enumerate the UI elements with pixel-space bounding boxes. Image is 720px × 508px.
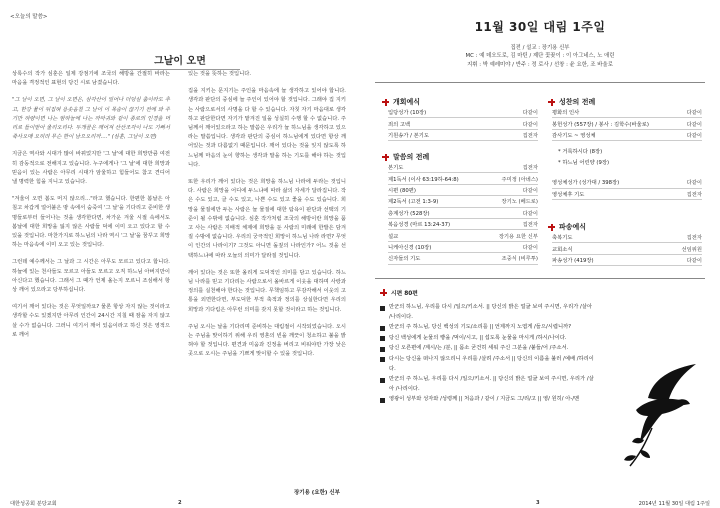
order-item: 제1독서 (이사 63:19하-64:8) 주미정 (아녜스): [388, 173, 538, 184]
essay-title: 그날이 오면: [120, 52, 240, 70]
opening-items: [388, 107, 538, 141]
cross-icon: [548, 224, 555, 231]
role-line: 집전 / 설교 : 장기용 신부: [510, 45, 570, 51]
essay-column-b: [188, 70, 346, 368]
page-number: 2: [178, 500, 182, 506]
divider: [375, 278, 705, 279]
order-item: 층계성가 (528장) 다같이: [388, 208, 538, 219]
psalm-verse: 영광이 성부와 성자와 /성령께 || 처음과 / 같이 / 지금도 그/리/고 || 영/ 원히/ 아-/멘: [380, 395, 595, 405]
paragraph: 그런데 예수께서는 그 날과 그 시간은 아무도 모르고 있다고 합니다. 하늘에 있는 천사들도 모르고 아들도 모르고 오직 하느님 아버지만이 아신다고 했습니다. 그래서 그 때가 언제 올는지 모르니 조심해서 항상 깨어 있으라고 당부하십니다.: [12, 259, 170, 294]
bullet-icon: [380, 306, 385, 311]
section-heading-opening: 개회예식: [382, 97, 420, 107]
column-label: <오늘의 말씀>: [10, 14, 48, 20]
section-heading-word: 말씀의 전례: [382, 152, 429, 162]
sub-item: * 하느님 어린양 (9장): [558, 159, 610, 166]
paragraph: 여기서 깨어 있다는 것은 무엇일까요? 물론 항상 자지 않는 것이라고 생각할 수도 있겠지만 아무리 인간이 24시간 지칠 때 잠을 자지 않고 살 수가 없습니다. 그러니 여기서 깨어 있음이라고 하신 것은 영적으로 깨어: [12, 304, 170, 338]
sub-item: * 거룩하시다 (8장): [558, 148, 603, 155]
order-item: 제2독서 (고전 1:3-9) 장기노 (베드로): [388, 196, 538, 207]
bullet-icon: [380, 347, 385, 352]
role-line: MC : 예 데오도로, 김 마틴 / 제단 꽃꽂이 : 이 아그네스, 노 애린: [465, 53, 615, 60]
order-item: 영성체후 기도 집전자: [552, 189, 702, 200]
eucharist-items: [552, 107, 702, 200]
order-item: 설교 장기용 요한 신부: [388, 230, 538, 241]
order-item: 감사기도 ~ 영성체 다같이: [552, 130, 702, 141]
section-heading-eucharist: 성찬의 전례: [548, 97, 595, 107]
order-item: 입당성가 (10장) 다같이: [388, 107, 538, 118]
dove-icon: [618, 358, 708, 478]
bullet-icon: [380, 357, 385, 362]
section-heading-dismissal: 파송예식: [548, 222, 586, 232]
order-item: 기원송가 / 본기도 집전자: [388, 130, 538, 141]
paragraph: 집을 지키는 문지기는 주인을 마음속에 늘 생각하고 있어야 합니다. 생각과 판단의 중심에 늘 주인이 있어야 할 것입니다. 그래야 집 지키는 사람으로서의 사명을 다 할 수 있습니다. 자칫 자기 마음대로 생각하고 판단한다면 자기가 맡겨진 일을 성실히 수행 할 수 없습니다. 주님께서 깨어있으라고 하는 말씀은 우리가 늘 하느님을 생각하고 있으라는 말씀입니다. 생각과 판단의 중심이 하느님에게 있다면 항상 깨어있는 것과 다름없기 때문입니다. 깨어 있다는 것을 잊지 않도록 하느님께 마음의 눈이 향하는 생각과 말을 하는 기도를 해야 하는 것입니다.: [188, 88, 346, 168]
paragraph: 주님 오시는 날을 기다리며 준비하는 대림절이 시작되었습니다. 오시는 주님을 맞이하기 위해 우리 영혼의 빈을 깨끗이 청소하고 불을 밝혀야 할 것입니다. 편견과 미움과 진정을 버리고 비워야만 가장 낮은 곳으로 오시는 주님을 기쁘게 맞이할 수 있을 것입니다.: [188, 323, 346, 358]
paragraph: "겨울이 오면 봄도 머지 않으리…"라고 했습니다. 한편한 봄날은 아침고 차갑게 얼어붙은 땅 속에서 숨죽여 '그 날'을 기다리고 준비한 생명들로부터 들어나는 것을 생각한다면, 차가운 겨울 시절 속에서도 봄날에 대한 희망을 잃지 않은 사람들 덕에 이미 오고 있다고 할 수 있을 것입니다. 마찬가지로 하느님의 나라 역시 '그 날'을 꿈꾸고 희망하는 마음속에 이미 오고 있는 것입니다.: [12, 196, 170, 249]
service-title: 11월 30일 대림 1주일: [474, 20, 606, 34]
order-item: 본기도 집전자: [388, 162, 538, 173]
psalm-section: [380, 288, 595, 406]
bullet-icon: [380, 398, 385, 403]
psalm-verse: 당신 백성에게 눈물의 빵을 /먹이/시고, || 섭도록 눈물을 마시게 /하시/나이다.: [380, 334, 595, 344]
divider: [375, 82, 705, 83]
order-item: 복음성경 (마르 13:24-37) 집전자: [388, 219, 538, 230]
paragraph: 깨어 있다는 것은 또한 올리게 도덕적인 의미를 담고 있습니다. 하느님 나라를 믿고 기다리는 사람으로서 올바르게 이웃을 대하며 사랑과 정의를 실천해야 한다는 것입니다. 무책임하고 무감각해서 이웃의 고통을 외면한다면, 부도덕한 부적 축적과 정의를 상실한다면 우리의 희망과 기다림은 아무런 의미를 갖지 못할 것이라고 하는 것입니다.: [188, 269, 346, 313]
order-item: 축복기도 집전자: [552, 232, 702, 243]
psalm-verse: 다시는 당신을 떠나지 않으리니 우리를 /살려 /주소서 || 당신의 이름을 불러 /예배 /하리이다.: [380, 355, 595, 374]
role-line: 지휘 : 박 예레미야 / 반주 : 정 로사 / 선창 : 윤 요한, 조 바울로: [467, 61, 613, 68]
psalm-verse: 당신 오른편에 /계시/는 /분, || 몸소 굳건히 세워 주신 그분을 /붙들/어 /주소서.: [380, 344, 595, 354]
cross-icon: [382, 99, 389, 106]
footer-date: 2014년 11월 30일 대림 1주일: [638, 501, 710, 507]
dismissal-items: [552, 232, 702, 266]
cross-icon: [548, 99, 555, 106]
footer-church-name: 대한성공회 분당교회: [10, 501, 57, 507]
order-item: 니케아신경 (10장) 다같이: [388, 242, 538, 253]
author-signature: 장기용 (요한) 신부: [293, 490, 340, 496]
order-item: 죄의 고백 다같이: [388, 118, 538, 129]
order-item: 봉헌성가 (557장) / 봉사 : 김학수(바울로) 다같이: [552, 118, 702, 129]
order-item: 영성체성가 (성가대 / 398장) 다같이: [552, 177, 702, 188]
essay-column-a: [12, 70, 170, 348]
poem-quote: "그 날이 오면, 그 날이 오면은, 삼각산이 일어나 더덩실 춤이라도 추고, 한강 물이 뒤집혀 용솟음칠 그 날이 이 목숨이 끊기기 전에 와 주기만 하량이면 나는 밤하늘에 나는 까마귀와 같이 종로의 인경을 머리로 들이받아 울리오리다. 두개골은 깨어져 산산조각이 나도 기뻐서 죽사오매 오히려 무슨 한이 남으오리까…." (심훈, 그날이 오면): [12, 97, 170, 141]
page-number: 3: [536, 500, 540, 506]
word-items: [388, 162, 538, 265]
paragraph: 있는 것을 뜻하는 것입니다.: [188, 71, 252, 77]
order-item: 시편 (80편) 다같이: [388, 185, 538, 196]
paragraph: 또한 우리가 깨어 있다는 것은 희망을 하느님 나라에 두라는 것입니다. 사람은 희망을 어디에 두느냐에 따라 삶의 자세가 달라집니다. 작은 수도 있고, 클 수도 있고, 나쁜 수도 있고 좋을 수도 있습니다. 희망을 물질에만 두는 사람은 늘 물질에 대한 탐욕이 판단과 선택의 기준이 될 수밖에 없습니다. 심훈 작가처럼 조국의 해방이란 희망을 품고 사는 사람은 지배적 체제에 희망을 둔 사람의 미래에 한발은 담겨질 수밖에 없습니다. 우리의 궁극적인 희망이 하느님 나라 라면? 무엇이 인간의 나라이기? 그것도 아니면 돌짚의 나라인가? 어느 것을 선택하느냐에 따라 오늘의 의미가 달라질 것입니다.: [188, 179, 346, 259]
psalm-verse: 만군의 주 하느님, 우리를 다시 /일으/키소서. || 당신의 밝은 얼굴 보여 주시면, 우리가 /살아 /나리이다.: [380, 375, 595, 394]
bullet-icon: [380, 326, 385, 331]
service-roles: [360, 44, 720, 69]
paragraph: 상록수의 작가 심훈은 일제 강점기에 조국의 해방을 간절히 바라는 마음을 격정적인 표현의 당긴 시로 남겼습니다.: [12, 71, 170, 87]
bullet-icon: [380, 336, 385, 341]
right-page: [360, 0, 720, 508]
order-item: 신자들의 기도 조중식 (비루투): [388, 253, 538, 264]
psalm-heading: 시편 80편: [380, 288, 595, 297]
order-item: 교회소식 선임위원: [552, 243, 702, 254]
psalm-verse: 만군의 주 하느님, 당신 백성의 기도/소리를 || 언제까지 노엽게 /들으/시렵니까?: [380, 323, 595, 333]
psalm-verse: 만군의 하느님, 우리를 다시 /일으/키소서. || 당신의 밝은 얼굴 보여 주시면, 우리가 /살아 /나리이다.: [380, 303, 595, 322]
order-item: 파송성가 (419장) 다같이: [552, 255, 702, 266]
bullet-icon: [380, 378, 385, 383]
cross-icon: [380, 289, 387, 296]
order-item: 평화의 인사 다같이: [552, 107, 702, 118]
paragraph: 지금은 역사와 시대가 많이 바뀌었지만 '그 날'에 대한 희망만큼 여전히 감동적으로 전해지고 있습니다. 누구에게나 '그 날'에 대한 희망과 믿음이 있는 사람은 아무리 시대가 암울하고 힘들어도 참고 견디어 낼 명력한 힘을 지니고 있습니다.: [12, 151, 170, 186]
cross-icon: [382, 154, 389, 161]
